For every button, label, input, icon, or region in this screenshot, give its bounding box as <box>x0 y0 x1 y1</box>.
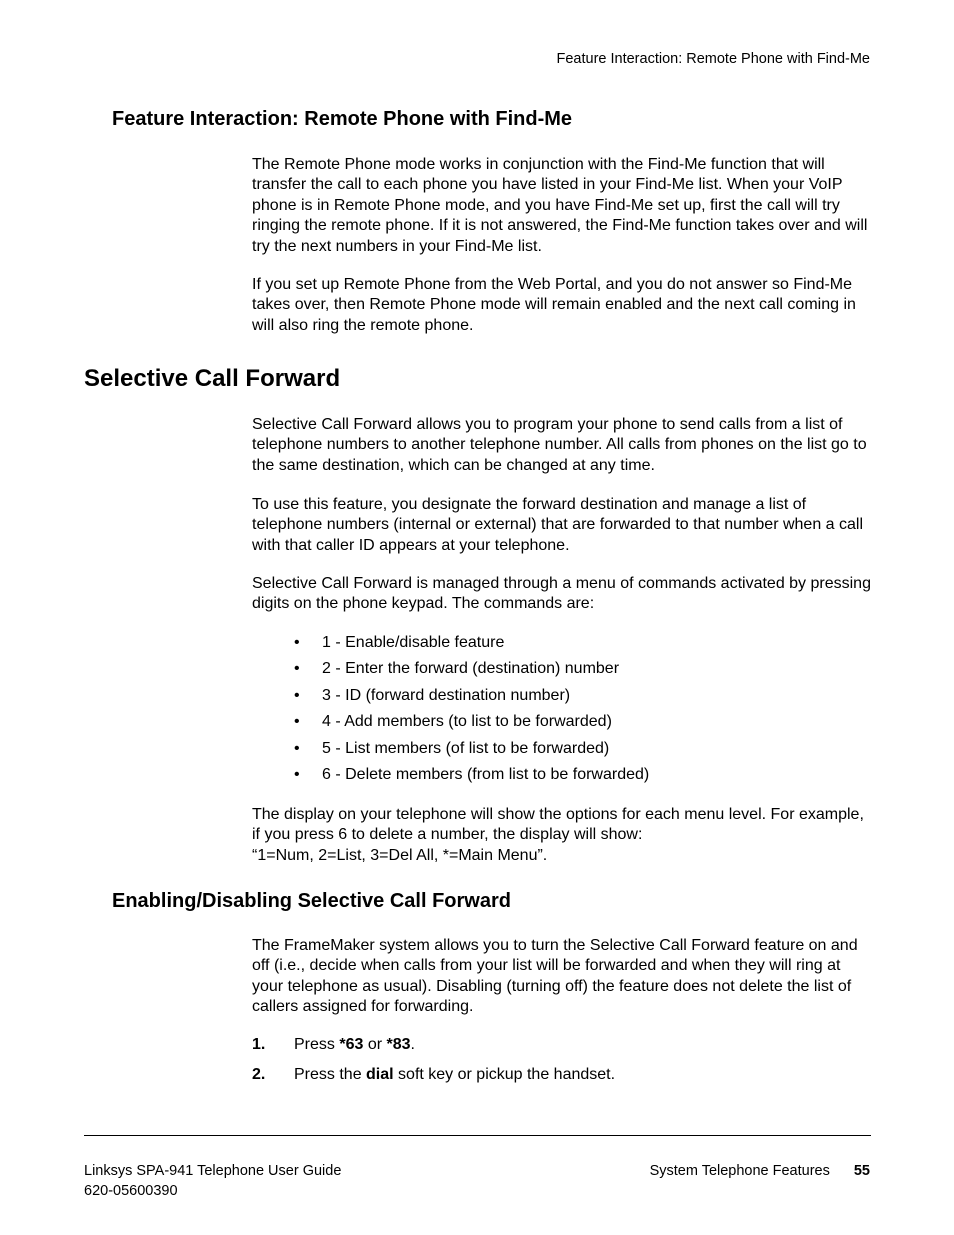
command-text: 6 - Delete members (from list to be forwarded) <box>322 765 650 783</box>
command-text: 5 - List members (of list to be forwarded) <box>322 739 610 757</box>
bullet-icon: • <box>294 634 300 651</box>
selective-forward-paragraph-1: Selective Call Forward allows you to program your phone to send calls from a list of telephone numbers to another telephone number. All calls from phones on the list go to the same destination, which can be changed at any time. <box>252 416 867 474</box>
bullet-icon: • <box>294 660 300 678</box>
step-text: Press *63 or *83. <box>294 1036 415 1053</box>
running-header: Feature Interaction: Remote Phone with Find-Me <box>556 51 870 67</box>
section-heading-remote-phone-find-me: Feature Interaction: Remote Phone with Find-Me <box>112 108 573 130</box>
footer-left <box>84 1161 341 1201</box>
steps-list <box>252 1035 852 1094</box>
display-example-text: “1=Num, 2=List, 3=Del All, *=Main Menu”. <box>252 846 548 864</box>
chapter-heading-selective-call-forward: Selective Call Forward <box>84 365 341 392</box>
selective-forward-paragraph-4 <box>252 805 874 866</box>
command-text: 2 - Enter the forward (destination) number <box>322 660 620 678</box>
command-list <box>252 633 852 791</box>
bullet-icon: • <box>294 739 300 757</box>
chapter-name: System Telephone Features <box>649 1163 830 1179</box>
command-text: 4 - Add members (to list to be forwarded) <box>322 713 612 731</box>
step-text: Press the dial soft key or pickup the handset. <box>294 1065 616 1083</box>
step-number: 1. <box>252 1036 266 1053</box>
bullet-icon: • <box>294 686 300 704</box>
soft-key-name: dial <box>366 1065 394 1083</box>
key-code: *63 <box>339 1036 364 1053</box>
guide-title: Linksys SPA-941 Telephone User Guide <box>84 1163 342 1179</box>
bullet-icon: • <box>294 713 300 731</box>
enabling-paragraph-1: The FrameMaker system allows you to turn the Selective Call Forward feature on and off (i.e., decide when calls from your list will be forwarded and when they will ring at your telephone as usual). Disabling (turning off) the feature does not delete the list of callers assigned for forwarding. <box>252 937 858 1016</box>
list-item <box>252 659 852 685</box>
page-number: 55 <box>853 1163 870 1179</box>
remote-phone-paragraph-1: The Remote Phone mode works in conjunction with the Find-Me function that will transfer the call to each phone you have listed in your Find-Me list. When your VoIP phone is in Remote Phone mode, and you have Find-Me set up, first the call will try ringing the remote phone. If it is not answered, the Find-Me function takes over and will try the next numbers in your Find-Me list. <box>252 156 868 255</box>
command-text: 1 - Enable/disable feature <box>322 634 505 651</box>
step-number: 2. <box>252 1065 266 1083</box>
list-item <box>252 739 852 765</box>
list-item <box>252 633 852 659</box>
display-example-intro: The display on your telephone will show the options for each menu level. For example, if you press 6 to delete a number, the display will show: <box>252 806 864 844</box>
document-number: 620-05600390 <box>84 1183 178 1199</box>
list-item <box>252 765 852 791</box>
selective-forward-paragraph-3: Selective Call Forward is managed through a menu of commands activated by pressing digits on the phone keypad. The commands are: <box>252 575 871 613</box>
footer-divider <box>84 1135 871 1136</box>
section-heading-enabling-disabling: Enabling/Disabling Selective Call Forward <box>112 890 511 912</box>
selective-forward-paragraph-2: To use this feature, you designate the forward destination and manage a list of telephone numbers (internal or external) that are forwarded to that number when a call with that caller ID appears at your telephone. <box>252 496 864 554</box>
list-item <box>252 1035 852 1065</box>
list-item <box>252 712 852 738</box>
remote-phone-paragraph-2: If you set up Remote Phone from the Web Portal, and you do not answer so Find-Me takes over, then Remote Phone mode will remain enabled and the next call coming in will also ring the remote phone. <box>252 276 856 334</box>
list-item <box>252 1065 852 1095</box>
list-item <box>252 686 852 712</box>
bullet-icon: • <box>294 765 300 783</box>
footer-right <box>650 1161 870 1181</box>
command-text: 3 - ID (forward destination number) <box>322 686 571 704</box>
key-code: *83 <box>386 1036 411 1053</box>
